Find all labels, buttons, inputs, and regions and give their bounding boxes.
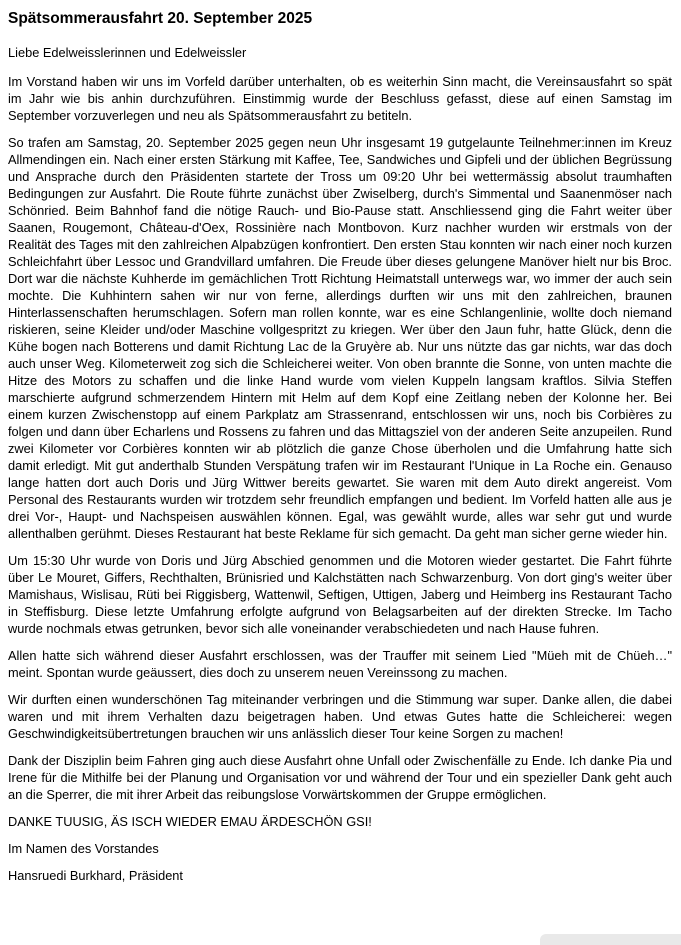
return-trip-paragraph: Um 15:30 Uhr wurde von Doris und Jürg Abschied genommen und die Motoren wieder gestartet. Die Fahrt führte über Le Mouret, Giffers, Rechthalten, Brünisried und Kalchstätten nach Schwarzenburg. Von dort ging's weiter über Mamishaus, Wislisau, Rüti bei Riggisberg, Wattenwil, Seftigen, Uttigen, Jaberg und Heimberg ins Restaurant Tacho in Steffisburg. Diese letzte Umfahrung erfolgte aufgrund von Belagsarbeiten auf der direkten Strecke. Im Tacho wurde nochmals etwas getrunken, bevor sich alle voneinander verabschiedeten und nach Hause fuhren.	[8, 553, 672, 636]
safety-thanks-paragraph: Dank der Disziplin beim Fahren ging auch diese Ausfahrt ohne Unfall oder Zwischenfälle zu Ende. Ich danke Pia und Irene für die Mithilfe bei der Planung und Organisation vor und während der Tour und ein spezieller Dank geht auch an die Sperrer, die mit ihrer Arbeit das reibungslose Vorwärtskommen der Gruppe ermöglichen.	[8, 753, 672, 802]
signoff-line: Im Namen des Vorstandes	[8, 841, 159, 856]
trip-report-paragraph: So trafen am Samstag, 20. September 2025 gegen neun Uhr insgesamt 19 gutgelaunte Teilnehmer:innen im Kreuz Allmendingen ein. Nach einer ersten Stärkung mit Kaffee, Tee, Sandwiches und Gipfeli und der üblichen Begrüssung und Ansprache durch den Präsidenten startete der Tross um 09:20 Uhr bei wettermässig absolut traumhaften Bedingungen zur Ausfahrt. Die Route führte zunächst über Zwiselberg, durch's Simmental und Saanenmöser nach Schönried. Beim Bahnhof fand die nötige Rauch- und Bio-Pause statt. Anschliessend ging die Fahrt weiter über Saanen, Rougemont, Château-d'Oex, Rossinière nach Montbovon. Kurz nachher wurden wir erstmals von der Realität des Tages mit den zahlreichen Alpabzügen konfrontiert. Den ersten Stau konnten wir nach einer noch kurzen Schleichfahrt über Lessoc und Grandvillard umfahren. Die Freude über dieses gelungene Manöver hielt nur bis Broc. Dort war die nächste Kuhherde im gemächlichen Trott Richtung Heimatstall unterwegs war, wo immer der auch sein mochte. Die Kuhhintern sahen wir nur von ferne, allerdings durften wir uns mit den zahlreichen, braunen Hinterlassenschaften herumschlagen. Sofern man rollen konnte, war es eine Schlangenlinie, wollte doch niemand riskieren, seine Kleider und/oder Maschine vollgespritzt zu kriegen. Wer über den Jaun fuhr, hatte Glück, denn die Kühe bogen nach Botterens und damit Richtung Lac de la Gruyère ab. Nur uns nützte das gar nichts, war das doch auch unser Weg. Kilometerweit zog sich die Schleicherei weiter. Von oben brannte die Sonne, von unten machte die Hitze des Motors zu schaffen und die linke Hand wurde vom vielen Kuppeln langsam kraftlos. Silvia Steffen marschierte aufgrund schmerzendem Hintern mit Helm auf dem Kopf eine Zeitlang neben der Kolonne her. Bei einem kurzen Zwischenstopp auf einem Parkplatz am Strassenrand, entschlossen wir uns, noch bis Corbières zu folgen und dann über Echarlens und Rossens zu fahren und das Mittagsziel von der anderen Seite anzupeilen. Rund zwei Kilometer vor Corbières konnten wir ab plötzlich die ganze Chose überholen und die Umfahrung hatte sich damit erledigt. Mit gut anderthalb Stunden Verspätung trafen wir im Restaurant l'Unique in La Roche ein. Genauso lange hatten dort auch Doris und Jürg Wittwer bereits gewartet. Sie waren mit dem Auto direkt angereist. Vom Personal des Restaurants wurden wir trotzdem sehr freundlich empfangen und bedient. Im Vorfeld hatten alle aus je drei Vor-, Haupt- und Nachspeisen auswählen können. Egal, was gewählt wurde, alles war sehr gut und wurde allenthalben gerühmt. Dieses Restaurant hat beste Reklame für sich gemacht. Da geht man sicher gerne wieder hin.	[8, 135, 672, 541]
thanks-paragraph: Wir durften einen wunderschönen Tag miteinander verbringen und die Stimmung war super. Danke allen, die dabei waren und mit ihrem Verhalten dazu beigetragen haben. Und etwas Gutes hatte die Schleicherei: wegen Geschwindigkeitsübertretungen brauchen wir uns anlässlich dieser Tour keine Sorgen zu machen!	[8, 692, 672, 741]
song-paragraph: Allen hatte sich während dieser Ausfahrt erschlossen, was der Trauffer mit seinem Lied "Müeh mit de Chüeh…" meint. Spontan wurde geäussert, dies doch zu unserem neuen Vereinssong zu machen.	[8, 648, 672, 680]
signature-line: Hansruedi Burkhard, Präsident	[8, 868, 183, 883]
closing-exclamation: DANKE TUUSIG, ÄS ISCH WIEDER EMAU ÄRDESCHÖN GSI!	[8, 814, 372, 829]
salutation-paragraph: Liebe Edelweisslerinnen und Edelweissler	[8, 45, 247, 60]
document-title: Spätsommerausfahrt 20. September 2025	[8, 10, 313, 27]
intro-paragraph: Im Vorstand haben wir uns im Vorfeld darüber unterhalten, ob es weiterhin Sinn macht, die Vereinsausfahrt so spät im Jahr wie bis anhin durchzuführen. Einstimmig wurde der Beschluss gefasst, diese auf einen Samstag im September vorzuverlegen und neu als Spätsommerausfahrt zu betiteln.	[8, 74, 672, 123]
floating-widget[interactable]	[540, 934, 681, 945]
